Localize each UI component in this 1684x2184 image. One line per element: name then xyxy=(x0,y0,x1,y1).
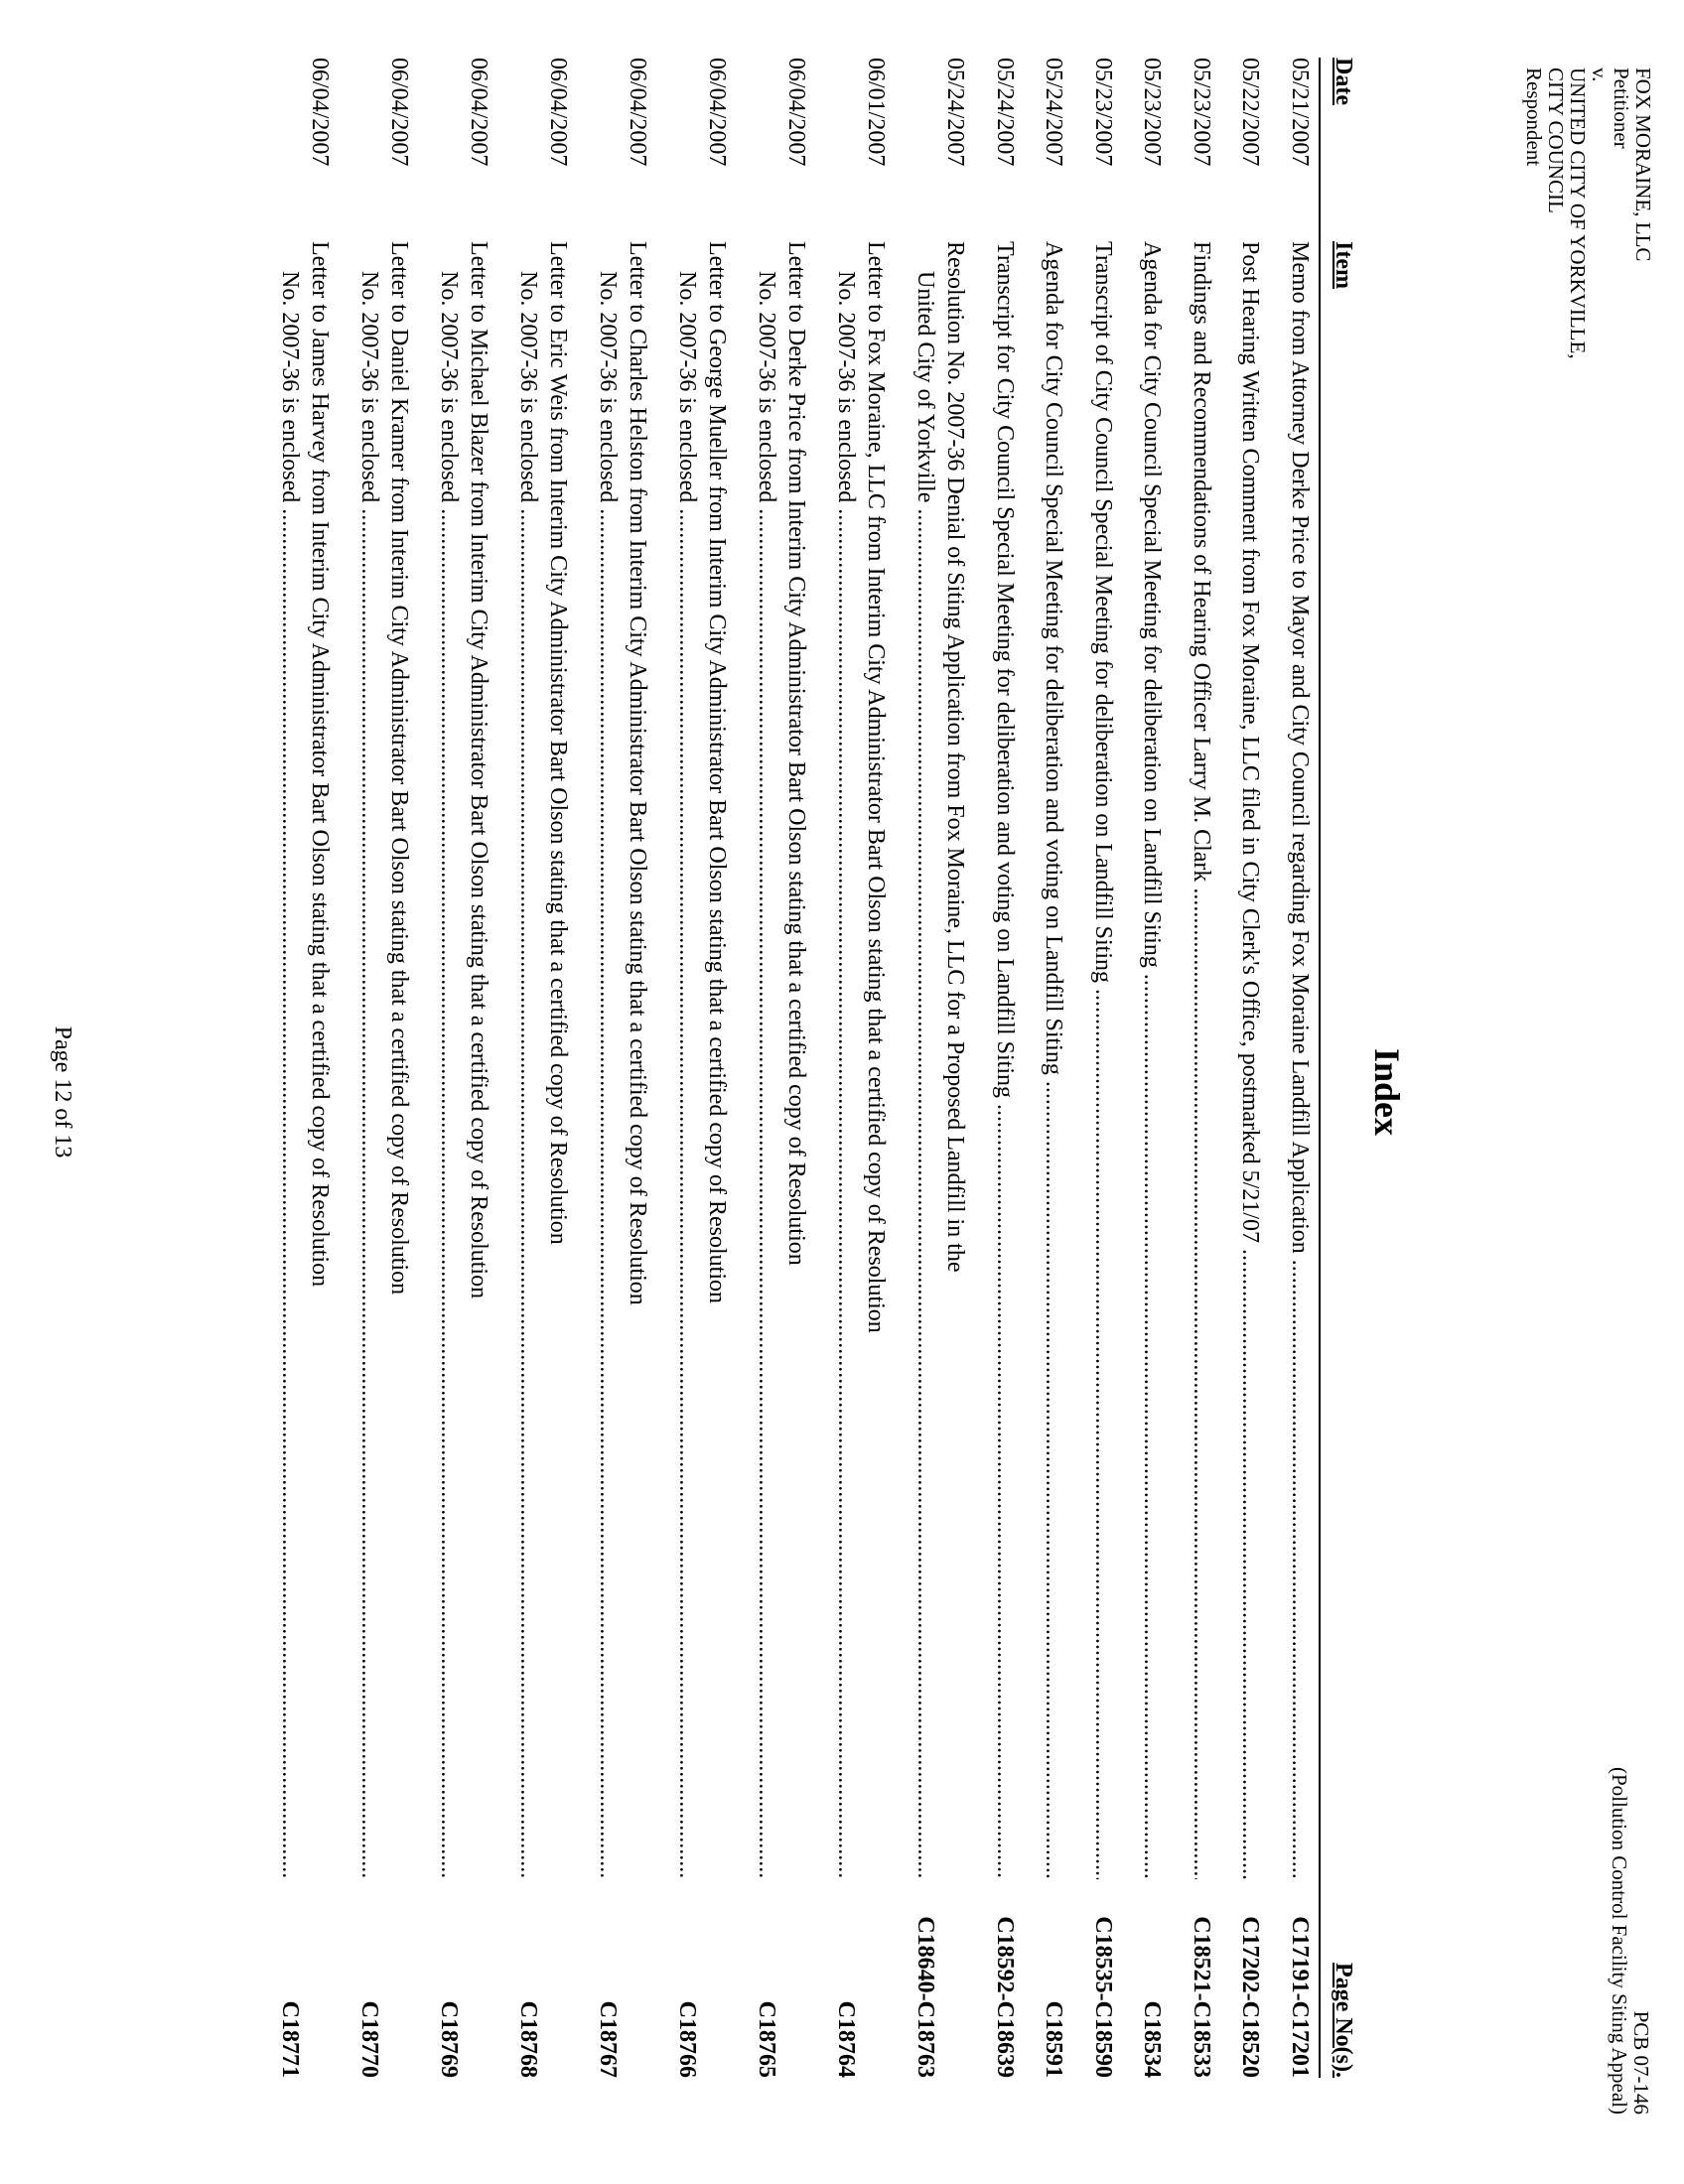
row-date: 06/04/2007 xyxy=(386,58,413,167)
row-date: 05/24/2007 xyxy=(1041,58,1067,167)
index-header-row xyxy=(1325,58,1356,2078)
caption-line: v. xyxy=(1588,68,1612,82)
case-type-line: (Pollution Control Facility Siting Appeal) xyxy=(1608,1767,1631,2115)
row-item-line: Memo from Attorney Derke Price to Mayor and City Council regarding Fox Moraine Landfill Application ..... xyxy=(1285,241,1315,1879)
row-page-numbers: C18767 xyxy=(595,2000,622,2078)
case-caption xyxy=(1523,68,1654,359)
index-rows xyxy=(256,58,1316,2078)
caption-line: UNITED CITY OF YORKVILLE, xyxy=(1566,68,1590,359)
row-item xyxy=(514,241,574,1879)
row-page-numbers: C18765 xyxy=(754,2000,780,2078)
page-footer: Page 12 of 13 xyxy=(50,1025,75,1159)
row-item-line: Transcript for City Council Special Meeting for deliberation and voting on Landfill Siting ..... xyxy=(990,241,1020,1879)
row-page-numbers: C17202-C18520 xyxy=(1237,1916,1264,2078)
index-row xyxy=(1168,58,1217,2078)
row-item-line: No. 2007-36 is enclosed ..... xyxy=(514,241,544,1879)
row-page-numbers: C18769 xyxy=(436,2000,463,2078)
row-item-line: Letter to George Mueller from Interim City Administrator Bart Olson stating that a certified copy of Resolution xyxy=(704,241,731,1303)
row-item-line: Letter to Eric Weis from Interim City Administrator Bart Olson stating that a certified copy of Resolution xyxy=(545,241,572,1245)
row-date: 05/23/2007 xyxy=(1139,58,1166,167)
row-item-line: No. 2007-36 is enclosed ..... xyxy=(355,241,385,1879)
row-item xyxy=(990,241,1020,1879)
row-item-line: United City of Yorkville ..... xyxy=(912,241,941,1879)
page-title: Index xyxy=(1367,1047,1407,1137)
row-item-line: Letter to Daniel Kramer from Interim City Administrator Bart Olson stating that a certified copy of Resolution xyxy=(386,241,413,1296)
row-page-numbers: C17191-C17201 xyxy=(1287,1916,1313,2078)
row-item-line: No. 2007-36 is enclosed ..... xyxy=(435,241,465,1879)
row-page-numbers: C18768 xyxy=(515,2000,542,2078)
index-row xyxy=(653,58,733,2078)
header-rule xyxy=(1319,58,1321,2078)
row-item-line: Agenda for City Council Special Meeting for deliberation on Landfill Siting ..... xyxy=(1138,241,1168,1879)
index-row xyxy=(971,58,1021,2078)
row-item-line: Post Hearing Written Comment from Fox Moraine, LLC filed in City Clerk's Office, postmarked 5/21/07 ..... xyxy=(1236,241,1266,1879)
row-page-numbers: C18771 xyxy=(277,2000,304,2078)
index-row xyxy=(574,58,653,2078)
row-date: 06/04/2007 xyxy=(545,58,572,167)
case-number-line: PCB 07-146 xyxy=(1629,2010,1653,2115)
row-item-line: Letter to Michael Blazer from Interim City Administrator Bart Olson stating that a certified copy of Resolution xyxy=(466,241,492,1299)
row-item xyxy=(753,241,812,1879)
row-date: 05/23/2007 xyxy=(1090,58,1116,167)
row-item xyxy=(673,241,733,1879)
row-item xyxy=(1040,241,1069,1879)
index-row xyxy=(812,58,892,2078)
index-row xyxy=(1020,58,1069,2078)
row-item-line: No. 2007-36 is enclosed ..... xyxy=(276,241,306,1879)
row-item-line: Transcript of City Council Special Meeting for deliberation on Landfill Siting ..... xyxy=(1088,241,1118,1879)
row-page-numbers: C18535-C18590 xyxy=(1090,1916,1116,2078)
row-page-numbers: C18534 xyxy=(1139,2000,1166,2078)
index-row xyxy=(1118,58,1168,2078)
row-item xyxy=(1088,241,1118,1879)
caption-line: Respondent xyxy=(1522,68,1546,167)
index-row xyxy=(415,58,494,2078)
row-date: 05/24/2007 xyxy=(992,58,1018,167)
row-item-line: No. 2007-36 is enclosed ..... xyxy=(832,241,862,1879)
row-item-line: No. 2007-36 is enclosed ..... xyxy=(594,241,624,1879)
row-item-line: Resolution No. 2007-36 Denial of Siting Application from Fox Moraine, LLC for a Proposed Landfill in the xyxy=(942,241,969,1273)
row-item-line: Agenda for City Council Special Meeting for deliberation and voting on Landfill Siting ..... xyxy=(1040,241,1069,1879)
index-row xyxy=(1216,58,1266,2078)
row-item-line: Findings and Recommendations of Hearing Officer Larry M. Clark ..... xyxy=(1187,241,1216,1879)
row-item xyxy=(1285,241,1315,1879)
row-date: 06/04/2007 xyxy=(307,58,334,167)
row-date: 06/04/2007 xyxy=(783,58,810,167)
row-date: 06/04/2007 xyxy=(625,58,651,167)
row-item-line: No. 2007-36 is enclosed ..... xyxy=(673,241,703,1879)
index-row xyxy=(1069,58,1119,2078)
row-page-numbers: C18521-C18533 xyxy=(1189,1916,1214,2078)
index-row xyxy=(256,58,336,2078)
row-date: 05/22/2007 xyxy=(1237,58,1264,167)
column-header-item: Item xyxy=(1331,241,1356,289)
row-date: 06/01/2007 xyxy=(863,58,890,167)
row-item-line: Letter to Charles Helston from Interim City Administrator Bart Olson stating that a certified copy of Resolution xyxy=(625,241,651,1305)
row-item xyxy=(1187,241,1216,1879)
row-item-line: No. 2007-36 is enclosed ..... xyxy=(753,241,782,1879)
index-row xyxy=(892,58,971,2078)
caption-line: FOX MORAINE, LLC xyxy=(1631,68,1655,262)
row-date: 05/23/2007 xyxy=(1189,58,1214,167)
row-item-line: Letter to James Harvey from Interim City Administrator Bart Olson stating that a certified copy of Resolution xyxy=(307,241,334,1288)
row-item xyxy=(912,241,971,1879)
row-date: 06/04/2007 xyxy=(704,58,731,167)
column-header-date: Date xyxy=(1331,58,1356,105)
row-date: 05/24/2007 xyxy=(942,58,969,167)
index-row xyxy=(494,58,574,2078)
caption-line: CITY COUNCIL xyxy=(1544,68,1568,213)
row-page-numbers: C18764 xyxy=(833,2000,860,2078)
row-page-numbers: C18591 xyxy=(1041,2000,1067,2078)
row-item xyxy=(355,241,415,1879)
row-item xyxy=(832,241,892,1879)
column-header-pages: Page No(s). xyxy=(1331,1963,1356,2078)
index-row xyxy=(336,58,415,2078)
row-item-line: Letter to Fox Moraine, LLC from Interim City Administrator Bart Olson stating that a certified copy of Resolution xyxy=(863,241,890,1333)
index-row xyxy=(733,58,812,2078)
caption-line: Petitioner xyxy=(1610,68,1633,149)
row-item xyxy=(1138,241,1168,1879)
row-page-numbers: C18640-C18763 xyxy=(912,1916,939,2078)
row-item xyxy=(276,241,336,1879)
row-item xyxy=(1236,241,1266,1879)
row-page-numbers: C18770 xyxy=(356,2000,383,2078)
row-item xyxy=(435,241,494,1879)
index-row xyxy=(1266,58,1316,2078)
row-page-numbers: C18766 xyxy=(674,2000,701,2078)
row-date: 05/21/2007 xyxy=(1287,58,1313,167)
row-item xyxy=(594,241,653,1879)
row-date: 06/04/2007 xyxy=(466,58,492,167)
case-number xyxy=(1609,1767,1652,2115)
row-page-numbers: C18592-C18639 xyxy=(992,1916,1018,2078)
row-item-line: Letter to Derke Price from Interim City Administrator Bart Olson stating that a certified copy of Resolution xyxy=(783,241,810,1266)
